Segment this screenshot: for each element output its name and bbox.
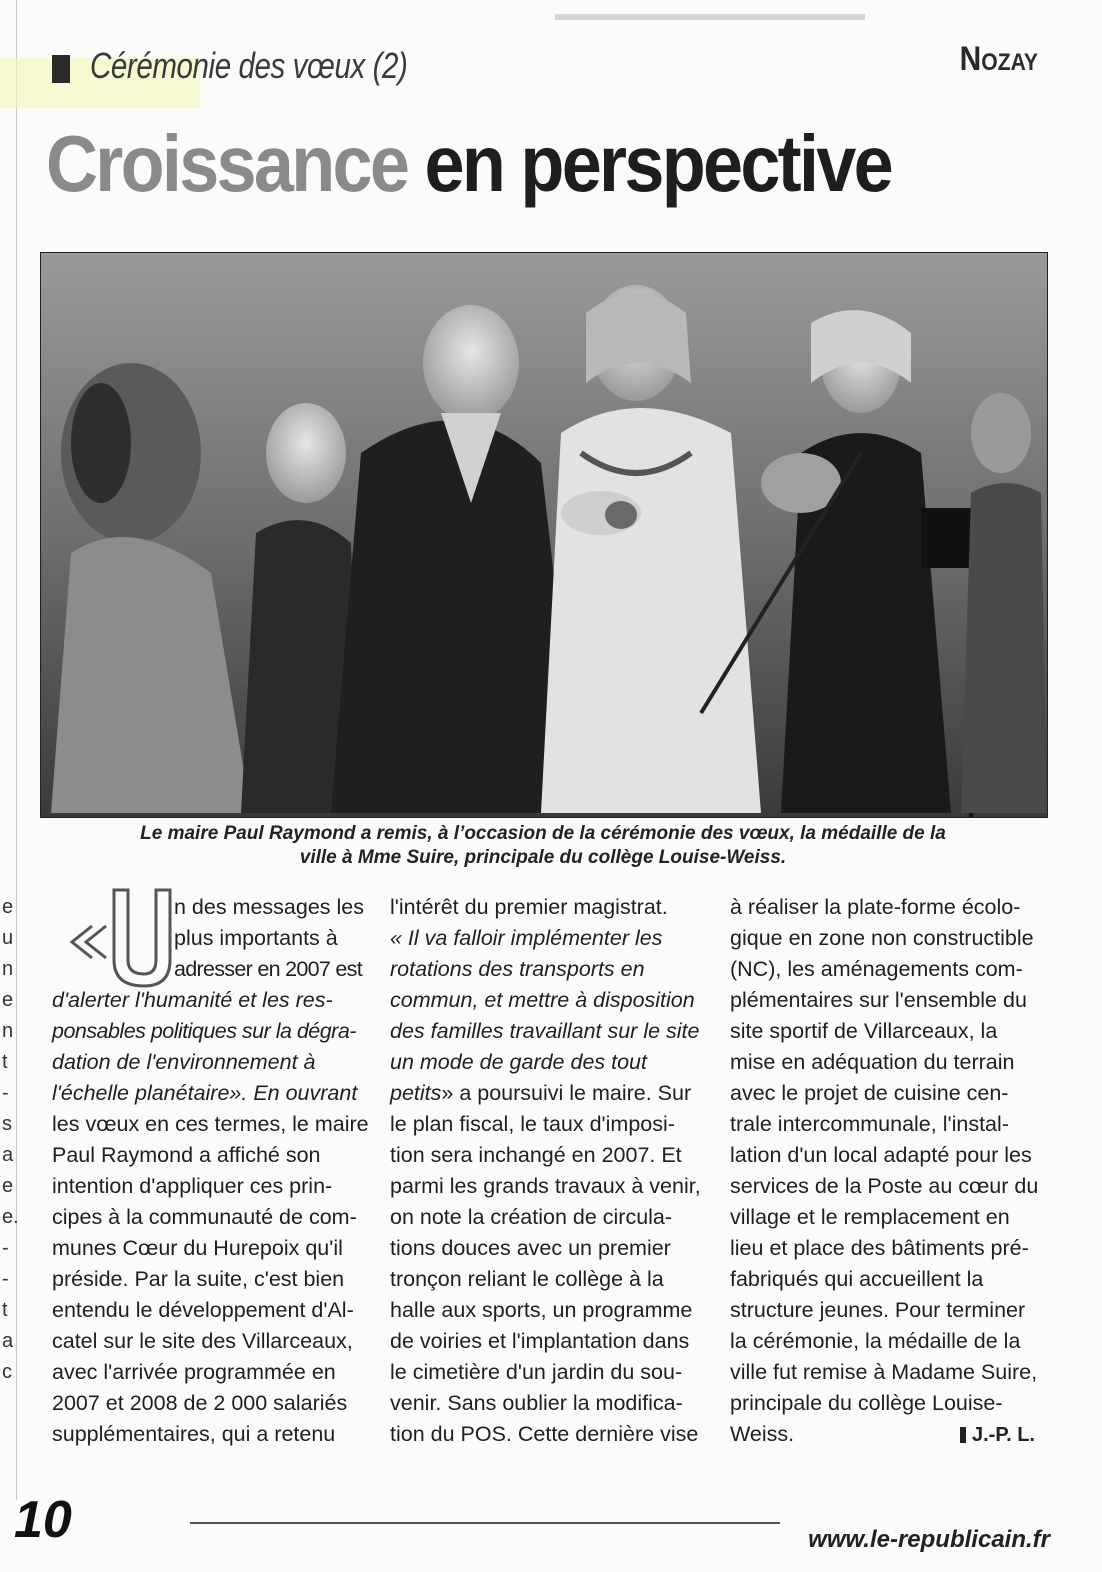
prev-page-letter: e	[2, 896, 14, 918]
headline	[46, 118, 891, 210]
caption-line-1: Le maire Paul Raymond a remis, à l’occasion de la cérémonie des vœux, la médaille de la	[140, 823, 946, 844]
prev-page-letter: t	[2, 1299, 8, 1321]
article-line: la cérémonie, la médaille de la	[730, 1329, 1021, 1353]
article-line: entendu le développement d'Al-	[52, 1298, 354, 1322]
article-line: ponsables politiques sur la dégra-	[52, 1019, 356, 1043]
byline-text: J.-P. L.	[972, 1424, 1035, 1446]
prev-page-letter: -	[2, 1268, 9, 1290]
article-line: le plan fiscal, le taux d'imposi-	[390, 1112, 675, 1136]
article-line: munes Cœur du Hurepoix qu'il	[52, 1236, 343, 1260]
article-line: lation d'un local adapté pour les	[730, 1143, 1032, 1167]
byline-square-icon	[960, 1427, 966, 1443]
article-line: d'alerter l'humanité et les res-	[52, 988, 333, 1012]
article-line: « Il va falloir implémenter les	[390, 926, 663, 950]
prev-page-letter: a	[2, 1144, 14, 1166]
article-line: parmi les grands travaux à venir,	[390, 1174, 701, 1198]
byline	[960, 1424, 1035, 1447]
article-line: dation de l'environnement à	[52, 1050, 316, 1074]
article-line: cipes à la communauté de com-	[52, 1205, 357, 1229]
article-line: avec le projet de cuisine cen-	[730, 1081, 1009, 1105]
article-line: préside. Par la suite, c'est bien	[52, 1267, 345, 1291]
article-line: trale intercommunale, l'instal-	[730, 1112, 1009, 1136]
prev-page-letter: c	[2, 1361, 12, 1383]
article-line: de voiries et l'implantation dans	[390, 1329, 690, 1353]
article-column-1	[52, 892, 370, 1450]
rubric-label: Cérémonie des vœux (2)	[90, 45, 408, 86]
prev-page-letter: -	[2, 1237, 9, 1259]
article-line: un mode de garde des tout	[390, 1050, 647, 1074]
article-line: tions douces avec un premier	[390, 1236, 671, 1260]
article-line: adresser en 2007 est	[174, 957, 362, 981]
headline-part1: Croissance	[46, 119, 408, 208]
ceremony-photo	[40, 252, 1048, 818]
article-line: à réaliser la plate-forme écolo-	[730, 895, 1021, 919]
prev-page-letter: e	[2, 989, 14, 1011]
article-line: plémentaires sur l'ensemble du	[730, 988, 1027, 1012]
article-line: avec l'arrivée programmée en	[52, 1360, 336, 1384]
prev-page-letter: u	[2, 927, 14, 949]
article-line: des familles travaillant sur le site	[390, 1019, 700, 1043]
article-line: l'intérêt du premier magistrat.	[390, 895, 668, 919]
prev-page-letter: -	[2, 1082, 9, 1104]
article-line: lieu et place des bâtiments pré-	[730, 1236, 1029, 1260]
footer-rule	[190, 1522, 780, 1524]
prev-page-letter: s	[2, 1113, 12, 1135]
article-line: (NC), les aménagements com-	[730, 957, 1023, 981]
article-line: tion du POS. Cette dernière vise	[390, 1422, 699, 1446]
article-line: petits» a poursuivi le maire. Sur	[390, 1081, 692, 1105]
article-line: rotations des transports en	[390, 957, 645, 981]
article-line: intention d'appliquer ces prin-	[52, 1174, 333, 1198]
article-line: tion sera inchangé en 2007. Et	[390, 1143, 682, 1167]
photo-image	[41, 253, 1047, 817]
prev-page-letter: a	[2, 1330, 14, 1352]
article-line: les vœux en ces termes, le maire	[52, 1112, 369, 1136]
article-line: mise en adéquation du terrain	[730, 1050, 1015, 1074]
article-column-3	[730, 892, 1048, 1450]
top-rule	[555, 14, 865, 20]
article-line: structure jeunes. Pour terminer	[730, 1298, 1026, 1322]
website-url: www.le-republicain.fr	[808, 1526, 1050, 1553]
article-line: 2007 et 2008 de 2 000 salariés	[52, 1391, 348, 1415]
caption-line-2: ville à Mme Suire, principale du collège Louise-Weiss.	[299, 847, 787, 868]
article-line: gique en zone non constructible	[730, 926, 1034, 950]
prev-page-letter: t	[2, 1051, 8, 1073]
article-line: ville fut remise à Madame Suire,	[730, 1360, 1038, 1384]
photo-caption	[40, 822, 1046, 870]
prev-page-letter: e	[2, 1175, 14, 1197]
article-line: n des messages les	[174, 895, 365, 919]
article-line: services de la Poste au cœur du	[730, 1174, 1039, 1198]
article-line: venir. Sans oublier la modifica-	[390, 1391, 683, 1415]
article-line: plus importants à	[174, 926, 338, 950]
section-rubric	[52, 42, 477, 90]
article-line: on note la création de circula-	[390, 1205, 673, 1229]
town-label: Nozay	[959, 40, 1038, 78]
article-line: halle aux sports, un programme	[390, 1298, 693, 1322]
article-line: principale du collège Louise-	[730, 1391, 1003, 1415]
rubric-square-icon	[52, 55, 70, 83]
article-line: commun, et mettre à disposition	[390, 988, 695, 1012]
prev-page-letter: n	[2, 958, 14, 980]
prev-page-letter: e.	[2, 1206, 19, 1228]
article-line: Paul Raymond a affiché son	[52, 1143, 321, 1167]
article-line: site sportif de Villarceaux, la	[730, 1019, 998, 1043]
headline-part2: en perspective	[407, 119, 891, 208]
page-number: 10	[14, 1491, 72, 1549]
previous-page-edge	[0, 0, 17, 1500]
prev-page-letter: n	[2, 1020, 14, 1042]
article-column-2	[390, 892, 708, 1450]
article-line: catel sur le site des Villarceaux,	[52, 1329, 353, 1353]
article-line: Weiss.	[730, 1422, 795, 1446]
article-line: le cimetière d'un jardin du sou-	[390, 1360, 683, 1384]
article-line: village et le remplacement en	[730, 1205, 1010, 1229]
article-line: tronçon reliant le collège à la	[390, 1267, 664, 1291]
article-line: supplémentaires, qui a retenu	[52, 1422, 336, 1446]
article-line: fabriqués qui accueillent la	[730, 1267, 984, 1291]
article-line: l'échelle planétaire». En ouvrant	[52, 1081, 358, 1105]
